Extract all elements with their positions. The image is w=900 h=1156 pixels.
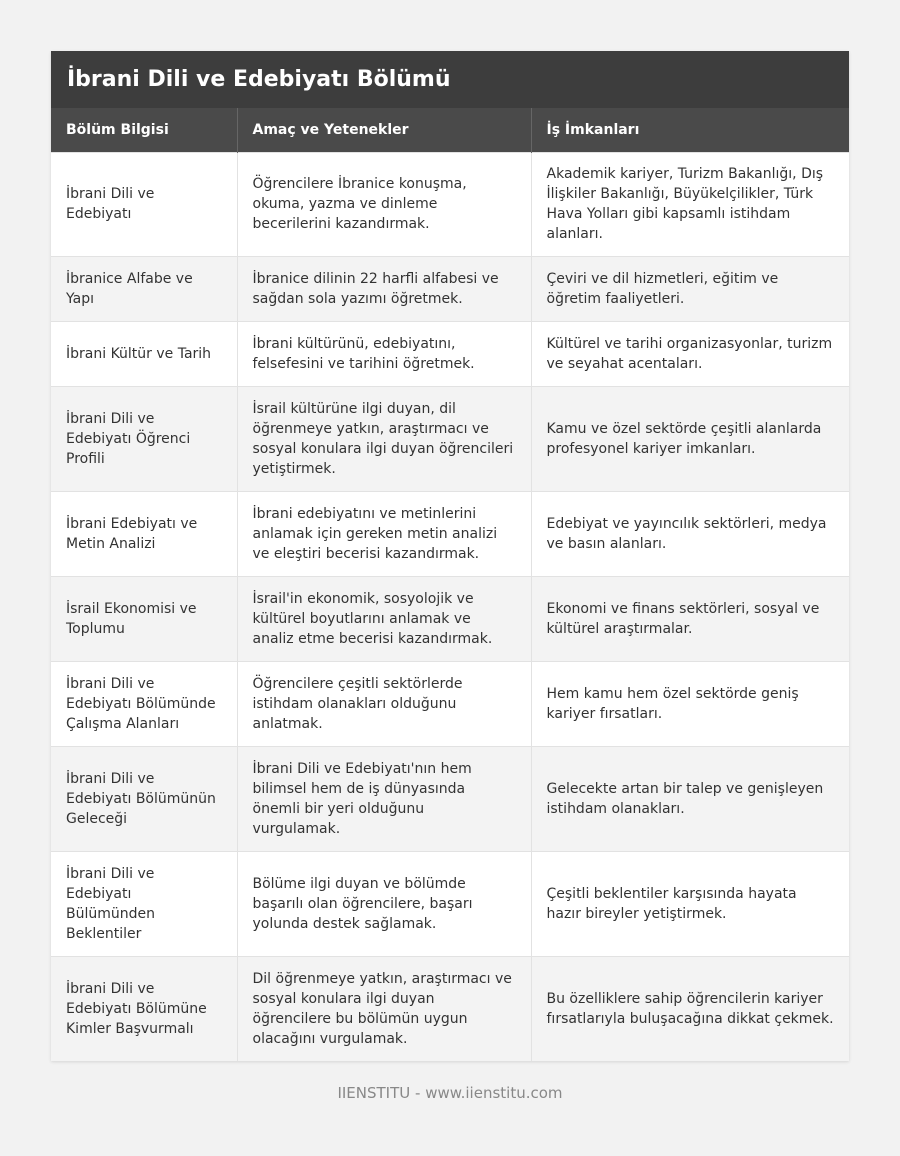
column-header-goals: Amaç ve Yetenekler [237, 108, 531, 152]
table-card [51, 51, 849, 1061]
table-row [51, 386, 849, 491]
footer-credit: IIENSTITU - www.iienstitu.com [337, 1084, 563, 1102]
cell-goals: İsrail kültürüne ilgi duyan, dil öğrenmeye yatkın, araştırmacı ve sosyal konulara ilgi duyan öğrencileri yetiştirmek. [237, 386, 531, 491]
table-row [51, 746, 849, 851]
cell-section: İbrani Kültür ve Tarih [51, 321, 237, 386]
cell-goals: İbrani kültürünü, edebiyatını, felsefesini ve tarihini öğretmek. [237, 321, 531, 386]
table-row [51, 956, 849, 1061]
cell-section: İbrani Dili ve Edebiyatı Bölümünde Çalışma Alanları [51, 661, 237, 746]
table-row [51, 321, 849, 386]
cell-jobs: Çeşitli beklentiler karşısında hayata hazır bireyler yetiştirmek. [531, 851, 849, 956]
cell-section: İbrani Edebiyatı ve Metin Analizi [51, 491, 237, 576]
table-row [51, 851, 849, 956]
cell-jobs: Kültürel ve tarihi organizasyonlar, turizm ve seyahat acentaları. [531, 321, 849, 386]
cell-section: İbranice Alfabe ve Yapı [51, 256, 237, 321]
cell-goals: Dil öğrenmeye yatkın, araştırmacı ve sosyal konulara ilgi duyan öğrencilere bu bölümün uygun olacağını vurgulamak. [237, 956, 531, 1061]
cell-jobs: Gelecekte artan bir talep ve genişleyen istihdam olanakları. [531, 746, 849, 851]
table-title: İbrani Dili ve Edebiyatı Bölümü [51, 51, 849, 108]
cell-section: İbrani Dili ve Edebiyatı Bülümünden Beklentiler [51, 851, 237, 956]
cell-goals: Öğrencilere İbranice konuşma, okuma, yazma ve dinleme becerilerini kazandırmak. [237, 152, 531, 256]
header-row [51, 108, 849, 152]
cell-section: İsrail Ekonomisi ve Toplumu [51, 576, 237, 661]
cell-goals: İsrail'in ekonomik, sosyolojik ve kültürel boyutlarını anlamak ve analiz etme becerisi kazandırmak. [237, 576, 531, 661]
cell-goals: İbranice dilinin 22 harfli alfabesi ve sağdan sola yazımı öğretmek. [237, 256, 531, 321]
cell-goals: İbrani edebiyatını ve metinlerini anlamak için gereken metin analizi ve eleştiri becerisi kazandırmak. [237, 491, 531, 576]
cell-goals: Öğrencilere çeşitli sektörlerde istihdam olanakları olduğunu anlatmak. [237, 661, 531, 746]
cell-jobs: Çeviri ve dil hizmetleri, eğitim ve öğretim faaliyetleri. [531, 256, 849, 321]
table-row [51, 491, 849, 576]
column-header-jobs: İş İmkanları [531, 108, 849, 152]
cell-section: İbrani Dili ve Edebiyatı [51, 152, 237, 256]
column-header-section: Bölüm Bilgisi [51, 108, 237, 152]
cell-goals: Bölüme ilgi duyan ve bölümde başarılı olan öğrencilere, başarı yolunda destek sağlamak. [237, 851, 531, 956]
info-table [51, 108, 849, 1061]
cell-jobs: Ekonomi ve finans sektörleri, sosyal ve kültürel araştırmalar. [531, 576, 849, 661]
cell-jobs: Hem kamu hem özel sektörde geniş kariyer fırsatları. [531, 661, 849, 746]
cell-jobs: Edebiyat ve yayıncılık sektörleri, medya ve basın alanları. [531, 491, 849, 576]
cell-goals: İbrani Dili ve Edebiyatı'nın hem bilimsel hem de iş dünyasında önemli bir yeri olduğunu vurgulamak. [237, 746, 531, 851]
cell-section: İbrani Dili ve Edebiyatı Bölümüne Kimler Başvurmalı [51, 956, 237, 1061]
table-row [51, 152, 849, 256]
cell-section: İbrani Dili ve Edebiyatı Bölümünün Geleceği [51, 746, 237, 851]
table-row [51, 661, 849, 746]
table-row [51, 576, 849, 661]
cell-jobs: Akademik kariyer, Turizm Bakanlığı, Dış İlişkiler Bakanlığı, Büyükelçilikler, Türk Hava Yolları gibi kapsamlı istihdam alanları. [531, 152, 849, 256]
cell-section: İbrani Dili ve Edebiyatı Öğrenci Profili [51, 386, 237, 491]
table-row [51, 256, 849, 321]
cell-jobs: Bu özelliklere sahip öğrencilerin kariyer fırsatlarıyla buluşacağına dikkat çekmek. [531, 956, 849, 1061]
cell-jobs: Kamu ve özel sektörde çeşitli alanlarda profesyonel kariyer imkanları. [531, 386, 849, 491]
